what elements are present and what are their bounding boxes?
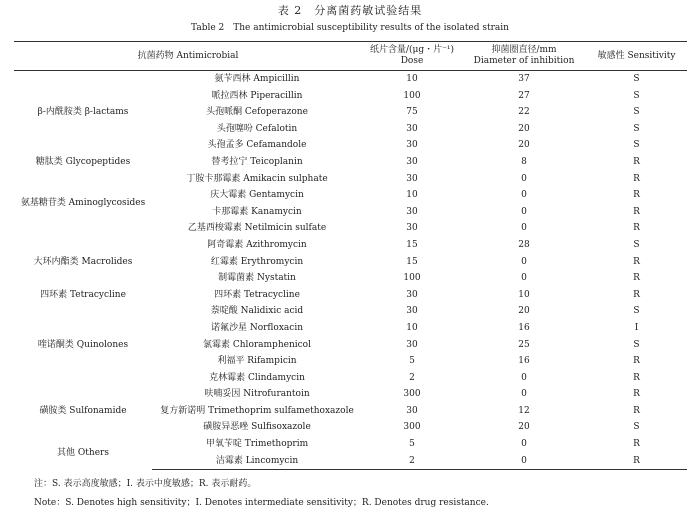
- drug-class-cell: 磺胺类 Sulfonamide: [39, 405, 127, 416]
- diameter-cell: 16: [518, 322, 530, 333]
- sensitivity-cell: R: [633, 405, 640, 416]
- sensitivity-cell: R: [633, 273, 640, 284]
- sensitivity-cell: S: [633, 339, 640, 350]
- drug-name-cell: 氯霉素 Chloramphenicol: [203, 339, 311, 350]
- dose-cell: 75: [406, 107, 418, 118]
- diameter-cell: 0: [521, 223, 527, 234]
- drug-name-cell: 阿奇霉素 Azithromycin: [207, 239, 307, 250]
- drug-name-cell: 甲氧苄啶 Trimethoprim: [205, 439, 309, 450]
- sensitivity-cell: R: [633, 356, 640, 367]
- sensitivity-cell: S: [633, 140, 640, 151]
- diameter-cell: 0: [521, 389, 527, 400]
- drug-name-cell: 萘啶酸 Nalidixic acid: [210, 306, 304, 317]
- table-title-cn: 表 2 分离菌药敏试验结果: [277, 4, 423, 17]
- sensitivity-cell: S: [633, 422, 640, 433]
- header-sensitivity: 敏感性 Sensitivity: [586, 42, 687, 71]
- diameter-cell: 20: [518, 422, 530, 433]
- diameter-cell: 0: [521, 173, 527, 184]
- diameter-cell: 0: [521, 190, 527, 201]
- table-row: [14, 154, 687, 171]
- dose-cell: 30: [406, 156, 418, 167]
- drug-name-cell: 氨苄西林 Ampicillin: [214, 74, 300, 84]
- drug-name-cell: 头孢哌酮 Cefoperazone: [206, 107, 308, 118]
- sensitivity-cell: R: [633, 190, 640, 201]
- drug-name-cell: 乙基西梭霉素 Netilmicin sulfate: [187, 223, 327, 234]
- drug-name-cell: 磺胺异恶唑 Sulfisoxazole: [203, 422, 311, 433]
- diameter-cell: 28: [518, 239, 530, 250]
- drug-name-cell: 诺氟沙星 Norfloxacin: [210, 322, 304, 333]
- diameter-cell: 0: [521, 256, 527, 267]
- header-diameter: [462, 42, 586, 71]
- diameter-cell: 20: [518, 140, 530, 151]
- diameter-cell: 20: [518, 306, 530, 317]
- table-row: [14, 287, 687, 304]
- diameter-cell: 0: [521, 372, 527, 383]
- drug-class-cell: 其他 Others: [57, 447, 109, 458]
- diameter-cell: 0: [521, 273, 527, 284]
- drug-name-cell: 丁胺卡那霉素 Amikacin sulphate: [186, 173, 328, 184]
- diameter-cell: 20: [518, 123, 530, 134]
- dose-cell: 10: [406, 322, 418, 333]
- sensitivity-cell: R: [633, 372, 640, 383]
- dose-cell: 30: [406, 173, 418, 184]
- table-row: [14, 71, 687, 88]
- drug-name-cell: 头孢噻吩 Cefalotin: [216, 123, 298, 134]
- dose-cell: 10: [406, 190, 418, 201]
- table-title-en: Table 2 The antimicrobial susceptibility results of the isolated strain: [191, 23, 509, 33]
- dose-cell: 2: [362, 453, 462, 470]
- drug-name-cell: 卡那霉素 Kanamycin: [212, 206, 302, 217]
- table-row: [14, 237, 687, 254]
- dose-cell: 30: [406, 140, 418, 151]
- dose-cell: 300: [403, 389, 421, 400]
- drug-class-cell: 氨基糖苷类 Aminoglycosides: [20, 198, 146, 209]
- dose-cell: 100: [403, 90, 421, 101]
- dose-cell: 5: [409, 439, 415, 450]
- diameter-cell: 16: [518, 356, 530, 367]
- table-row: [14, 171, 687, 188]
- drug-name-cell: 哌拉西林 Piperacillin: [211, 90, 303, 101]
- table-body: [14, 71, 687, 470]
- sensitivity-cell: R: [633, 289, 640, 300]
- header-dose-cn: 纸片含量/(μg・片⁻¹): [369, 45, 455, 55]
- table-row: [14, 436, 687, 453]
- header-dose-en: Dose: [400, 56, 424, 66]
- header-antimicrobial: 抗菌药物 Antimicrobial: [14, 42, 362, 71]
- drug-name-cell: 红霉素 Erythromycin: [210, 256, 304, 267]
- diameter-cell: 0: [521, 206, 527, 217]
- table-header: [14, 42, 687, 71]
- sensitivity-cell: R: [633, 439, 640, 450]
- note-en: Note：S. Denotes high sensitivity；I. Denotes intermediate sensitivity；R. Denotes drug resistance.: [34, 498, 489, 508]
- diameter-cell: 27: [518, 90, 530, 101]
- drug-class-cell: 大环内酯类 Macrolides: [33, 256, 133, 267]
- sensitivity-cell: R: [586, 453, 687, 470]
- table-row: [14, 386, 687, 403]
- diameter-cell: 12: [518, 405, 530, 416]
- diameter-cell: 37: [518, 74, 530, 84]
- susceptibility-table: [14, 41, 687, 470]
- dose-cell: 300: [403, 422, 421, 433]
- sensitivity-cell: R: [633, 156, 640, 167]
- sensitivity-cell: R: [633, 256, 640, 267]
- sensitivity-cell: R: [633, 223, 640, 234]
- dose-cell: 100: [403, 273, 421, 284]
- header-diameter-cn: 抑菌圈直径/mm: [491, 45, 557, 55]
- diameter-cell: 0: [521, 439, 527, 450]
- sensitivity-cell: S: [633, 90, 640, 101]
- dose-cell: 30: [406, 339, 418, 350]
- dose-cell: 5: [409, 356, 415, 367]
- dose-cell: 15: [406, 256, 418, 267]
- header-diameter-en: Diameter of inhibition: [473, 56, 575, 66]
- dose-cell: 30: [406, 206, 418, 217]
- dose-cell: 30: [406, 223, 418, 234]
- drug-class-cell: β-内酰胺类 β-lactams: [37, 107, 129, 118]
- drug-name-cell: 四环素 Tetracycline: [214, 289, 300, 300]
- dose-cell: 2: [409, 372, 415, 383]
- diameter-cell: 10: [518, 289, 530, 300]
- drug-name-cell: 替考拉宁 Teicoplanin: [211, 156, 303, 167]
- dose-cell: 30: [406, 405, 418, 416]
- table-row: [14, 303, 687, 320]
- dose-cell: 30: [406, 123, 418, 134]
- sensitivity-cell: R: [633, 173, 640, 184]
- dose-cell: 30: [406, 306, 418, 317]
- drug-class-cell: 糖肽类 Glycopeptides: [35, 156, 131, 167]
- drug-name-cell: 呋喃妥因 Nitrofurantoin: [204, 389, 310, 400]
- sensitivity-cell: R: [633, 206, 640, 217]
- diameter-cell: 22: [518, 107, 530, 118]
- sensitivity-cell: S: [633, 123, 640, 134]
- drug-name-cell: 洁霉素 Lincomycin: [152, 453, 362, 470]
- note-cn: 注：S. 表示高度敏感；I. 表示中度敏感；R. 表示耐药。: [34, 479, 257, 489]
- drug-name-cell: 制霉菌素 Nystatin: [218, 273, 296, 284]
- header-row: [14, 42, 687, 71]
- sensitivity-cell: S: [633, 74, 640, 84]
- diameter-cell: 0: [462, 453, 586, 470]
- sensitivity-cell: I: [634, 322, 639, 333]
- dose-cell: 10: [406, 74, 418, 84]
- drug-class-cell: 四环素 Tetracycline: [40, 289, 126, 300]
- drug-name-cell: 复方新诺明 Trimethoprim sulfamethoxazole: [160, 405, 354, 416]
- diameter-cell: 8: [521, 156, 527, 167]
- dose-cell: 30: [406, 289, 418, 300]
- diameter-cell: 25: [518, 339, 530, 350]
- sensitivity-cell: S: [633, 306, 640, 317]
- sensitivity-cell: S: [633, 107, 640, 118]
- drug-class-cell: 喹诺酮类 Quinolones: [37, 339, 129, 350]
- header-dose: [362, 42, 462, 71]
- drug-name-cell: 头孢孟多 Cefamandole: [207, 140, 307, 151]
- drug-name-cell: 庆大霉素 Gentamycin: [210, 190, 304, 201]
- sensitivity-cell: R: [633, 389, 640, 400]
- sensitivity-cell: S: [633, 239, 640, 250]
- drug-name-cell: 克林霉素 Clindamycin: [209, 372, 305, 383]
- drug-name-cell: 利福平 Rifampicin: [217, 356, 297, 367]
- dose-cell: 15: [406, 239, 418, 250]
